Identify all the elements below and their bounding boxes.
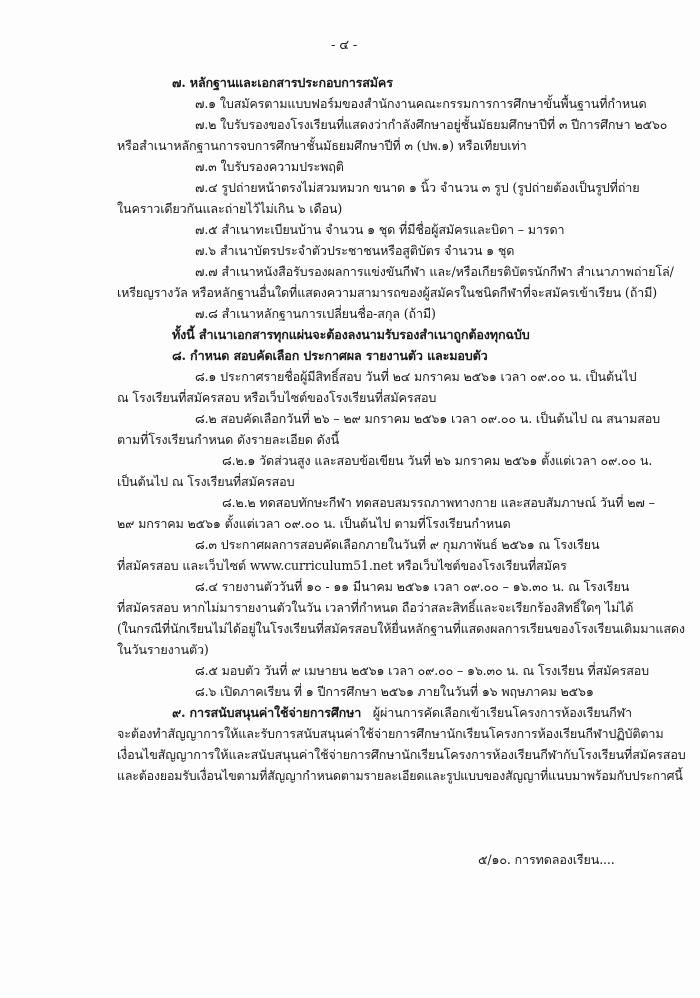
item-7-8: ๗.๘ สำเนาหลักฐานการเปลี่ยนชื่อ-สกุล (ถ้ามี)	[195, 306, 436, 321]
item-8-3-cont: ที่สมัครสอบ และเว็บไซต์ www.curriculum51.net หรือเว็บไซต์ของโรงเรียนที่สมัคร	[117, 558, 567, 573]
item-8-4-cont-1: ที่สมัครสอบ หากไม่มารายงานตัวในวัน เวลาที่กำหนด ถือว่าสละสิทธิ์และจะเรียกร้องสิทธิ์ใดๆ ไม่ได้	[117, 600, 634, 615]
item-8-4-cont-2: (ในกรณีที่นักเรียนไม่ได้อยู่ในโรงเรียนที่สมัครสอบให้ยื่นหลักฐานที่แสดงผลการเรียนของโรงเรียนเดิมมาแสดง	[117, 621, 685, 636]
item-8-4-cont-3: ในวันรายงานตัว)	[117, 642, 209, 657]
item-8-2-2-cont: ๒๙ มกราคม ๒๕๖๑ ตั้งแต่เวลา ๐๙.๐๐ น. เป็นต้นไป ตามที่โรงเรียนกำหนด	[117, 516, 511, 531]
section-7-heading: ๗. หลักฐานและเอกสารประกอบการสมัคร	[172, 75, 393, 90]
item-7-2: ๗.๒ ใบรับรองของโรงเรียนที่แสดงว่ากำลังศึกษาอยู่ชั้นมัธยมศึกษาปีที่ ๓ ปีการศึกษา ๒๕๖๐	[195, 117, 668, 132]
section-9-line-2: เงื่อนไขสัญญาการให้และสนับสนุนค่าใช้จ่ายการศึกษานักเรียนโครงการห้องเรียนกีฬากับโรงเรียนที่สมัครสอบ	[117, 747, 686, 762]
item-8-4: ๘.๔ รายงานตัววันที่ ๑๐ - ๑๑ มีนาคม ๒๕๖๑ เวลา ๐๙.๐๐ – ๑๖.๓๐ น. ณ โรงเรียน	[195, 579, 630, 594]
item-8-3: ๘.๓ ประกาศผลการสอบคัดเลือกภายในวันที่ ๙ กุมภาพันธ์ ๒๕๖๑ ณ โรงเรียน	[195, 537, 600, 552]
section-9-line-1: จะต้องทำสัญญาการให้และรับการสนับสนุนค่าใช้จ่ายการศึกษานักเรียนโครงการห้องเรียนกีฬาปฏิบัติตาม	[117, 726, 664, 741]
section-9-first-line	[172, 705, 632, 721]
section-9-heading: ๙. การสนับสนุนค่าใช้จ่ายการศึกษา	[172, 705, 362, 720]
item-7-5: ๗.๕ สำเนาทะเบียนบ้าน จำนวน ๑ ชุด ที่มีชื่อผู้สมัครและบิดา – มารดา	[195, 222, 565, 237]
item-8-2-1: ๘.๒.๑ วัดส่วนสูง และสอบข้อเขียน วันที่ ๒๖ มกราคม ๒๕๖๑ ตั้งแต่เวลา ๐๙.๐๐ น.	[222, 453, 653, 468]
item-8-2-2: ๘.๒.๒ ทดสอบทักษะกีฬา ทดสอบสมรรถภาพทางกาย และสอบสัมภาษณ์ วันที่ ๒๗ –	[222, 495, 655, 510]
item-8-1: ๘.๑ ประกาศรายชื่อผู้มีสิทธิ์สอบ วันที่ ๒๔ มกราคม ๒๕๖๑ เวลา ๐๙.๐๐ น. เป็นต้นไป	[195, 369, 637, 384]
item-7-7: ๗.๗ สำเนาหนังสือรับรองผลการแข่งขันกีฬา และ/หรือเกียรติบัตรนักกีฬา สำเนาภาพถ่ายโล่/	[195, 264, 674, 279]
item-8-5: ๘.๕ มอบตัว วันที่ ๙ เมษายน ๒๕๖๑ เวลา ๐๙.๐๐ – ๑๖.๓๐ น. ณ โรงเรียน ที่สมัครสอบ	[195, 663, 649, 678]
item-7-1: ๗.๑ ใบสมัครตามแบบฟอร์มของสำนักงานคณะกรรมการการศึกษาขั้นพื้นฐานที่กำหนด	[195, 96, 647, 111]
item-7-6: ๗.๖ สำเนาบัตรประจำตัวประชาชนหรือสูติบัตร จำนวน ๑ ชุด	[195, 243, 515, 258]
section-9-first-line-rest: ผู้ผ่านการคัดเลือกเข้าเรียนโครงการห้องเรียนกีฬา	[372, 705, 632, 720]
item-7-4-cont: ในคราวเดียวกันและถ่ายไว้ไม่เกิน ๖ เดือน)	[117, 201, 343, 216]
item-8-6: ๘.๖ เปิดภาคเรียน ที่ ๑ ปีการศึกษา ๒๕๖๑ ภายในวันที่ ๑๖ พฤษภาคม ๒๕๖๑	[195, 684, 594, 699]
item-8-1-cont: ณ โรงเรียนที่สมัครสอบ หรือเว็บไซต์ของโรงเรียนที่สมัครสอบ	[117, 390, 437, 405]
section-8-heading: ๘. กำหนด สอบคัดเลือก ประกาศผล รายงานตัว และมอบตัว	[172, 348, 488, 363]
item-7-7-cont: เหรียญรางวัล หรือหลักฐานอื่นใดที่แสดงความสามารถของผู้สมัครในชนิดกีฬาที่จะสมัครเข้าเรียน (ถ้ามี)	[117, 285, 658, 300]
item-7-2-cont: หรือสำเนาหลักฐานการจบการศึกษาชั้นมัธยมศึกษาปีที่ ๓ (ปพ.๑) หรือเทียบเท่า	[117, 138, 527, 153]
item-8-2-cont: ตามที่โรงเรียนกำหนด ดังรายละเอียด ดังนี้	[117, 432, 340, 447]
item-8-2: ๘.๒ สอบคัดเลือกวันที่ ๒๖ – ๒๙ มกราคม ๒๕๖๑ เวลา ๐๙.๐๐ น. เป็นต้นไป ณ สนามสอบ	[195, 411, 661, 426]
section-7-note: ทั้งนี้ สำเนาเอกสารทุกแผ่นจะต้องลงนามรับรองสำเนาถูกต้องทุกฉบับ	[172, 327, 530, 342]
page-number: - ๔ -	[331, 38, 358, 53]
footer-continuation: ๕/๑๐. การทดลองเรียน....	[478, 852, 615, 867]
item-8-2-1-cont: เป็นต้นไป ณ โรงเรียนที่สมัครสอบ	[117, 474, 295, 489]
section-9-line-3: และต้องยอมรับเงื่อนไขตามที่สัญญากำหนดตามรายละเอียดและรูปแบบของสัญญาที่แนบมาพร้อมกับประกาศนี้	[117, 768, 683, 783]
item-7-3: ๗.๓ ใบรับรองความประพฤติ	[195, 159, 344, 174]
item-7-4: ๗.๔ รูปถ่ายหน้าตรงไม่สวมหมวก ขนาด ๑ นิ้ว จำนวน ๓ รูป (รูปถ่ายต้องเป็นรูปที่ถ่าย	[195, 180, 640, 195]
